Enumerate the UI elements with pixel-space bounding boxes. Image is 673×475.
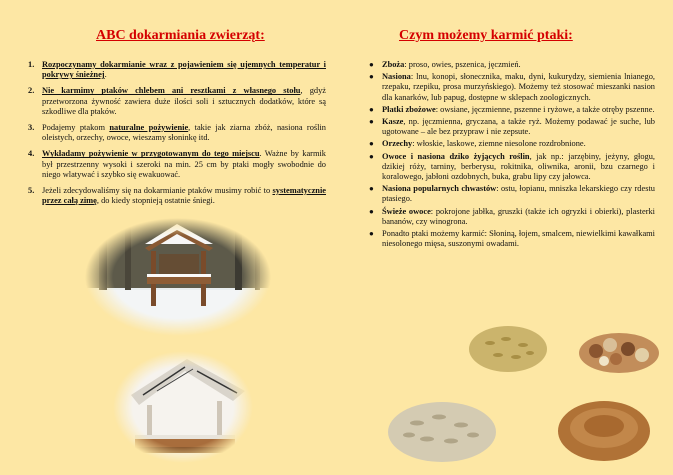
food-text: : ostu, łopianu, mniszka lekarskiego czy rdestu ptasiego. (382, 184, 655, 204)
food-category: Świeże owoce (382, 206, 431, 216)
food-text: , np. jęczmienna, gryczana, a także ryż. Możemy podawać je suche, lub ugotowane – ale bez przypraw i nie zepsute. (382, 117, 655, 137)
food-list-section (368, 60, 655, 251)
nuts-photo (578, 327, 660, 375)
rule-emphasis: systematycznie przez całą zimę (42, 186, 326, 206)
food-text: : włoskie, laskowe, ziemne niesolone rozdrobnione. (412, 139, 586, 149)
rule-number: 2. (28, 86, 35, 96)
bullet-icon: ● (369, 117, 374, 127)
food-item (368, 117, 655, 137)
food-item (368, 229, 655, 249)
rule-item (28, 186, 326, 206)
bullet-icon: ● (369, 184, 374, 194)
bullet-icon: ● (369, 72, 374, 82)
food-text: , jak np.: jarzębiny, jeżyny, głogu, dzikiej róży, tarniny, berberysu, rokitnika, oliwnika, aronii, bzu czarnego i koralowego, jabłoni ozdobnych, buka, grabu lipy czy jałowca. (382, 151, 655, 182)
bullet-icon: ● (369, 206, 374, 216)
birch-feeder-photo (113, 351, 253, 463)
rule-number: 3. (28, 123, 35, 133)
food-text: : proso, owies, pszenica, jęczmień. (404, 60, 521, 69)
food-text: : lnu, konopi, słonecznika, maku, dyni, kukurydzy, siemienia lnianego, rzepaku, rzepiku, prosa murzyńskiego). Możemy też stosować mieszanki nasion dla kanarków, lub papug, dostępne w sklepach zoologicznych. (382, 72, 655, 102)
left-title: ABC dokarmiania zwierząt: (96, 28, 265, 43)
food-text: : pokrojone jabłka, gruszki (także ich ogryzki i obierki), plasterki bananów, czy winogrona. (382, 206, 655, 226)
food-text: Ponadto ptaki możemy karmić: Słoniną, łojem, smalcem, niewielkimi kawałkami niesolonego mięsa, suszonymi owadami. (382, 229, 655, 249)
rules-list (28, 60, 326, 206)
rule-emphasis: naturalne pożywienie (109, 123, 189, 133)
rule-emphasis: Nie karmimy ptaków chlebem ani resztkami z własnego stołu (42, 86, 301, 96)
right-title: Czym możemy karmić ptaki: (399, 28, 573, 43)
food-item (368, 139, 655, 149)
bullet-icon: ● (369, 60, 374, 69)
rule-text: , gdyż przetworzona żywność zawiera duże ilości soli i sztucznych dodatków, które są szkodliwe dla ptaków. (42, 86, 326, 116)
food-item (368, 105, 655, 115)
food-item (368, 60, 655, 70)
rule-text: . (104, 70, 107, 80)
rule-text: Podajemy ptakom (42, 123, 110, 133)
bullet-icon: ● (369, 104, 374, 114)
buckwheat-photo (557, 400, 651, 462)
food-category: Orzechy (382, 139, 413, 149)
rule-item (28, 86, 326, 117)
food-item (368, 72, 655, 103)
rule-text: Jeżeli zdecydowaliśmy się na dokarmianie ptaków musimy robić to (42, 186, 273, 196)
food-text: : owsiane, jęczmienne, pszenne i ryżowe, a także otręby pszenne. (435, 104, 655, 114)
rule-item (28, 123, 326, 143)
rule-text: , takie jak ziarna zbóż, nasiona roślin oleistych, orzechy, owoce, wieszamy słoninkę itd. (42, 123, 326, 143)
rule-number: 1. (28, 60, 35, 69)
rule-item (28, 149, 326, 180)
rule-number: 4. (28, 149, 35, 159)
food-item (368, 184, 655, 204)
rule-item (28, 60, 326, 80)
bullet-icon: ● (369, 139, 374, 149)
food-item (368, 207, 655, 227)
rule-number: 5. (28, 186, 35, 196)
bullet-icon: ● (369, 151, 374, 161)
food-category: Kasze (382, 117, 404, 127)
food-category: Płatki zbożowe (382, 104, 436, 114)
rule-emphasis: Rozpoczynamy dokarmianie wraz z pojawieniem się ujemnych temperatur i pokrywy śnieżnej (42, 60, 326, 80)
rule-text: , do kiedy stopnieją ostatnie śniegi. (96, 196, 215, 206)
food-category: Nasiona (382, 72, 411, 82)
rule-text: . Ważne by karmik był przestrzenny wysoki i szeroki na min. 25 cm by ptaki mogły swobodnie do niego wlatywać i szybko się ewakuować. (42, 149, 326, 179)
snowy-feeder-photo (85, 218, 271, 336)
food-category: Owoce i nasiona dziko żyjących roślin (382, 151, 530, 161)
grain-photo (468, 325, 548, 373)
bullet-icon: ● (369, 229, 374, 239)
food-category: Zboża (382, 60, 405, 69)
feeding-rules (28, 60, 326, 212)
sunflower-seeds-photo (387, 401, 497, 463)
rule-emphasis: Wykładamy pożywienie w przygotowanym do tego miejscu (42, 149, 260, 159)
food-category: Nasiona popularnych chwastów (382, 184, 497, 194)
food-list (368, 60, 655, 249)
food-item (368, 152, 655, 183)
